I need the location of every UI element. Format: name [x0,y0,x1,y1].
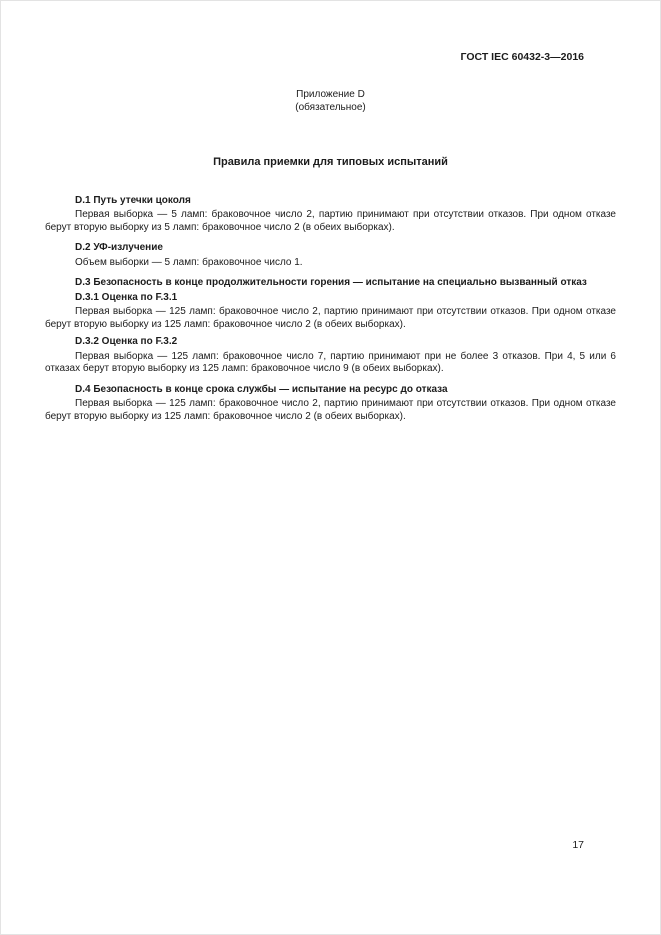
section-heading-d3: D.3 Безопасность в конце продолжительности горения — испытание на специально вызванный отказ [75,277,587,288]
section-body-d1: Первая выборка — 5 ламп: браковочное число 2, партию принимают при отсутствии отказов. При одном отказе берут вторую выборку из 5 ламп: браковочное число 2 (в обеих выборках). [45,209,616,233]
section-heading-d4: D.4 Безопасность в конце срока службы — испытание на ресурс до отказа [75,383,448,395]
page-title: Правила приемки для типовых испытаний [213,155,448,168]
annex-title: Приложение D [296,88,365,100]
annex-block [45,88,616,114]
section-heading-d1: D.1 Путь утечки цоколя [75,194,191,206]
page-content [1,1,660,423]
section-body-d4: Первая выборка — 125 ламп: браковочное число 2, партию принимают при отсутствии отказов. При одном отказе берут вторую выборку из 125 ламп: браковочное число 2 (в обеих выборках). [45,398,616,422]
annex-type: (обязательное) [295,101,366,113]
section-body-d32: Первая выборка — 125 ламп: браковочное число 7, партию принимают при не более 3 отказов. При 4, 5 или 6 отказах берут вторую выборку из 125 ламп: браковочное число 9 (в обеих выборках). [45,350,616,374]
section-heading-d2: D.2 УФ-излучение [75,242,163,253]
section-body-d2: Объем выборки — 5 ламп: браковочное число 1. [75,256,303,268]
page-number: 17 [572,839,584,851]
section-heading-d32: D.3.2 Оценка по F.3.2 [75,336,178,347]
section-heading-d31: D.3.1 Оценка по F.3.1 [75,291,178,303]
section-body-d31: Первая выборка — 125 ламп: браковочное число 2, партию принимают при отсутствии отказов. При одном отказе берут вторую выборку из 125 ламп: браковочное число 2 (в обеих выборках). [45,306,616,330]
page-header [45,51,616,64]
standard-designation: ГОСТ IEC 60432-3—2016 [460,51,584,63]
